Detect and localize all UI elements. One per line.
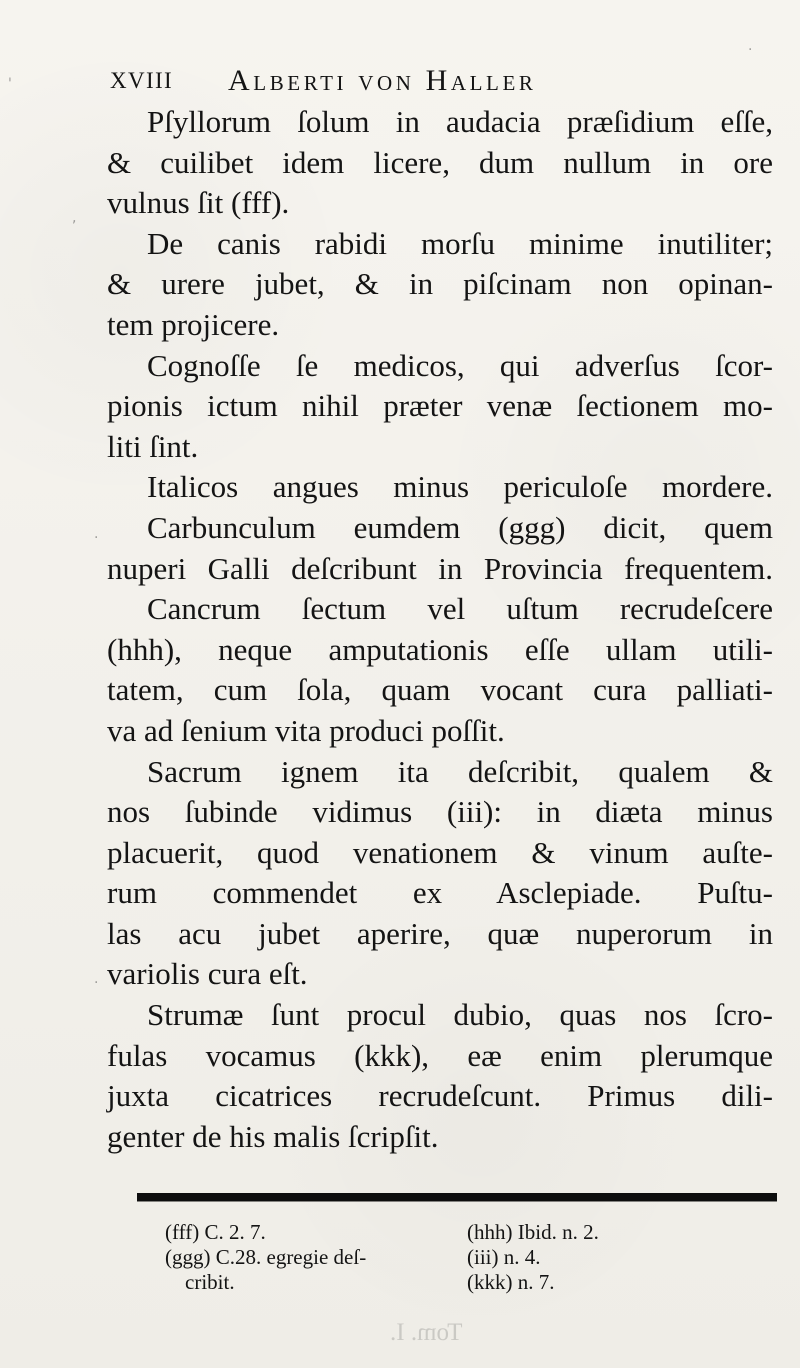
paper-speck: · [94,975,99,991]
reverse-page-show-through: Tom. I. [390,1319,463,1346]
page-header [110,64,670,100]
footnote-ggg: (ggg) C.28. egregie deſ- [165,1245,367,1269]
text-line: nos ſubinde vidimus (iii): in diæta minus [107,794,773,830]
text-line: vulnus ſit (fff). [107,185,290,221]
text-line: Cancrum ſectum vel uſtum recrudeſcere [147,591,773,627]
text-line: & urere jubet, & in piſcinam non opinan- [107,266,773,302]
text-line: nuperi Galli deſcribunt in Provincia frequentem. [107,550,773,586]
text-line: variolis cura eſt. [107,956,308,992]
text-line: genter de his malis ſcripſit. [107,1118,439,1154]
text-line: tem projicere. [107,306,280,342]
footnotes-right [467,1220,707,1295]
text-line: Sacrum ignem ita deſcribit, qualem & [147,753,773,789]
footnote-fff: (fff) C. 2. 7. [165,1220,266,1244]
paper-speck: · [94,530,99,546]
text-line: fulas vocamus (kkk), eæ enim plerumque [107,1037,773,1073]
text-line: (hhh), neque amputationis eſſe ullam utili- [107,631,773,667]
main-text [107,102,773,1157]
text-line: Carbunculum eumdem (ggg) dicit, quem [147,509,773,545]
footnotes-left [165,1220,455,1295]
text-line: Italicos angues minus periculoſe mordere. [147,469,773,505]
page-number: XVIII [110,68,174,93]
paper-speck: ' [8,76,12,92]
text-line: rum commendet ex Asclepiade. Puſtu- [107,875,773,911]
footnote-iii: (iii) n. 4. [467,1245,541,1269]
text-line: va ad ſenium vita produci poſſit. [107,712,505,748]
paper-speck: , [72,210,77,226]
text-line: Pſyllorum ſolum in audacia præſidium eſſe, [147,104,773,139]
text-line: Strumæ ſunt procul dubio, quas nos ſcro- [147,997,773,1033]
text-line: las acu jubet aperire, quæ nuperorum in [107,915,773,951]
footnote-ggg-continued: cribit. [185,1270,235,1294]
footnote-rule [137,1193,777,1201]
text-line: juxta cicatrices recrudeſcunt. Primus dili- [107,1078,773,1114]
text-line: Cognoſſe ſe medicos, qui adverſus ſcor- [147,347,773,383]
running-title: Alberti von Haller [228,64,537,97]
text-line: & cuilibet idem licere, dum nullum in ore [107,144,773,180]
text-line: pionis ictum nihil præter venæ ſectionem mo- [107,388,773,424]
footnote-kkk: (kkk) n. 7. [467,1270,555,1294]
paper-speck: · [748,42,753,58]
text-line: liti ſint. [107,428,199,464]
text-line: placuerit, quod venationem & vinum auſte- [107,834,773,870]
text-line: De canis rabidi morſu minime inutiliter; [147,225,773,261]
text-line: tatem, cum ſola, quam vocant cura palliati- [107,672,773,708]
footnote-hhh: (hhh) Ibid. n. 2. [467,1220,599,1244]
